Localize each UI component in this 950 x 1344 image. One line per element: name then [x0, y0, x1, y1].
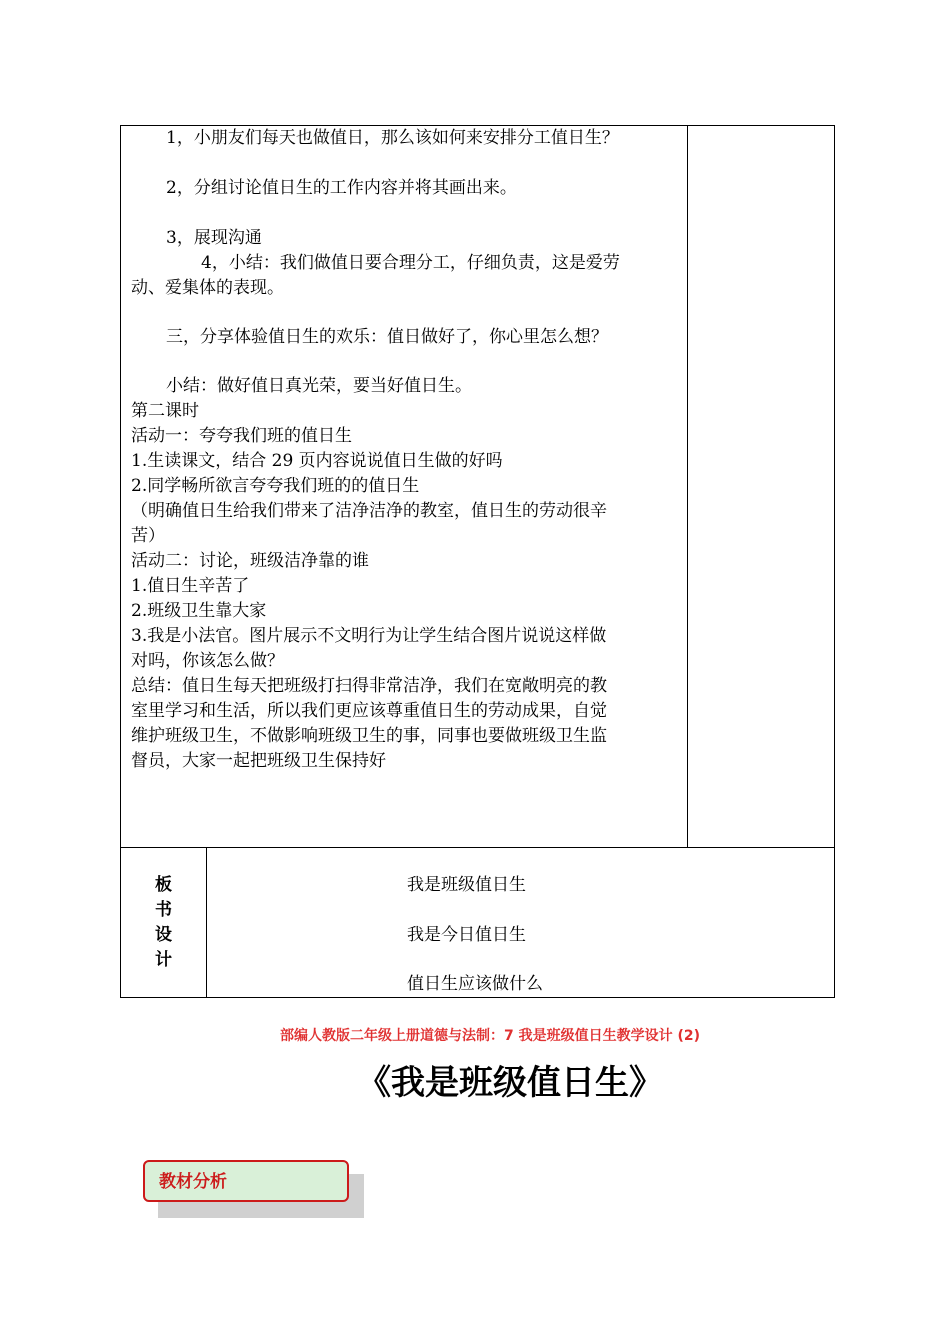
board-label-char-2: 书 [155, 900, 172, 920]
main-line-12: （明确值日生给我们带来了洁净洁净的教室，值日生的劳动很辛 [131, 501, 607, 521]
board-label-divider [206, 847, 207, 998]
main-line-9: 活动一：夸夸我们班的值日生 [131, 426, 352, 446]
board-line-3: 值日生应该做什么 [407, 974, 543, 994]
main-line-8: 第二课时 [131, 401, 199, 421]
main-line-15: 1.值日生辛苦了 [131, 576, 250, 596]
main-line-21: 维护班级卫生，不做影响班级卫生的事，同事也要做班级卫生监 [131, 726, 607, 746]
main-line-20: 室里学习和生活，所以我们更应该尊重值日生的劳动成果，自觉 [131, 701, 607, 721]
table-bottom-border [120, 997, 835, 998]
table-right-border [834, 125, 835, 998]
main-line-17: 3.我是小法官。图片展示不文明行为让学生结合图片说说这样做 [131, 626, 607, 646]
section-box [143, 1160, 349, 1202]
main-line-3: 3，展现沟通 [166, 228, 262, 248]
main-line-16: 2.班级卫生靠大家 [131, 601, 267, 621]
main-line-19: 总结：值日生每天把班级打扫得非常洁净，我们在宽敞明亮的教 [131, 676, 607, 696]
main-line-6: 三，分享体验值日生的欢乐：值日做好了，你心里怎么想？ [166, 327, 608, 347]
document-subtitle: 部编人教版二年级上册道德与法制：7 我是班级值日生教学设计 (2) [279, 1028, 701, 1044]
main-line-2: 2，分组讨论值日生的工作内容并将其画出来。 [166, 178, 517, 198]
main-line-5: 动、爱集体的表现。 [131, 278, 284, 298]
main-line-13: 苦） [131, 526, 165, 546]
table-inner-divider-vertical [687, 125, 688, 848]
board-label-char-4: 计 [155, 950, 172, 970]
main-line-10: 1.生读课文，结合 29 页内容说说值日生做的好吗 [131, 451, 503, 471]
section-box-label: 教材分析 [159, 1172, 227, 1192]
main-line-1: 1，小朋友们每天也做值日，那么该如何来安排分工值日生？ [166, 128, 619, 148]
document-title: 《我是班级值日生》 [357, 1063, 663, 1103]
main-line-11: 2.同学畅所欲言夸夸我们班的的值日生 [131, 476, 420, 496]
main-line-22: 督员，大家一起把班级卫生保持好 [131, 751, 386, 771]
board-line-2: 我是今日值日生 [407, 925, 526, 945]
table-left-border [120, 125, 121, 998]
board-line-1: 我是班级值日生 [407, 875, 526, 895]
main-line-4: 4，小结：我们做值日要合理分工，仔细负责，这是爱劳 [201, 253, 620, 273]
board-label-char-3: 设 [155, 925, 172, 945]
main-line-14: 活动二：讨论，班级洁净靠的谁 [131, 551, 369, 571]
board-label-char-1: 板 [155, 875, 172, 895]
main-line-7: 小结：做好值日真光荣，要当好值日生。 [166, 376, 472, 396]
main-line-18: 对吗，你该怎么做？ [131, 651, 284, 671]
table-row-divider [120, 847, 835, 848]
